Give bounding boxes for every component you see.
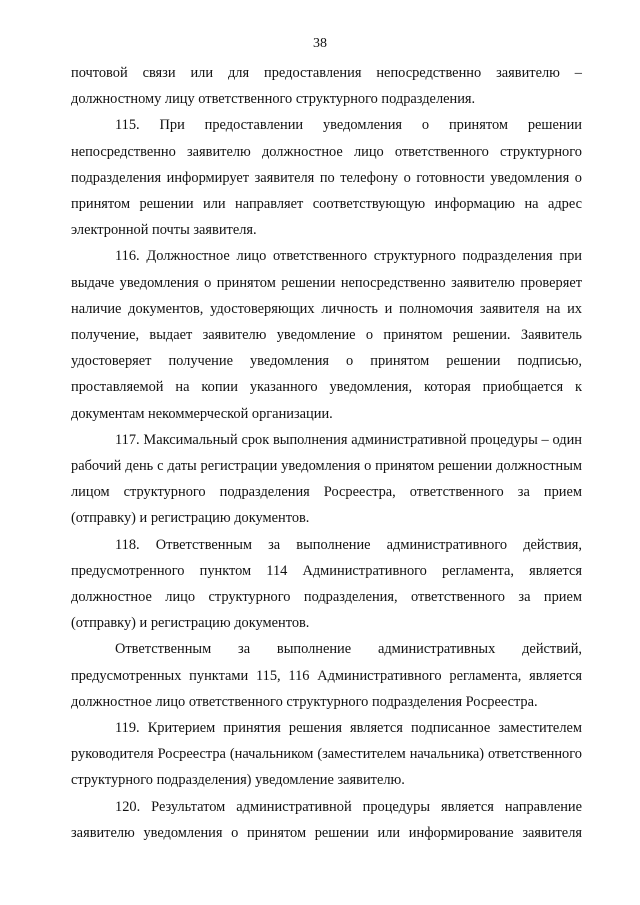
paragraph-115: 115. При предоставлении уведомления о принятом решении непосредственно заявителю должностное лицо ответственного структурного подразделения информирует заявителя по телефону о готовности уведомления о принятом решении или направляет соответствующую информацию на адрес электронной почты заявителя.	[71, 117, 582, 239]
page-number: 38	[313, 36, 327, 51]
paragraph-116: 116. Должностное лицо ответственного структурного подразделения при выдаче уведомления о принятом решении непосредственно заявителю проверяет наличие документов, удостоверяющих личность и полномочия заявителя на их получение, выдает заявителю уведомление о принятом решении. Заявитель удостоверяет получение уведомления о принятом решении подписью, проставляемой на копии указанного уведомления, которая приобщается к документам некоммерческой организации.	[71, 248, 582, 422]
paragraph-119: 119. Критерием принятия решения является подписанное заместителем руководителя Росреестра (начальником (заместителем начальника) ответственного структурного подразделения) уведомление заявителю.	[71, 720, 582, 789]
paragraph-118: 118. Ответственным за выполнение административного действия, предусмотренного пунктом 114 Административного регламента, является должностное лицо структурного подразделения, ответственного за прием (отправку) и регистрацию документов.	[71, 536, 582, 632]
paragraph-continuation: почтовой связи или для предоставления непосредственно заявителю – должностному лицу ответственного структурного подразделения.	[71, 65, 582, 108]
paragraph-118-responsible: Ответственным за выполнение административных действий, предусмотренных пунктами 115, 116 Административного регламента, является должностное лицо ответственного структурного подразделения Росреестра.	[71, 641, 582, 710]
document-body	[71, 60, 582, 846]
paragraph-120: 120. Результатом административной процедуры является направление заявителю уведомления о принятом решении или информирование заявителя	[71, 798, 582, 841]
paragraph-117: 117. Максимальный срок выполнения административной процедуры – один рабочий день с даты регистрации уведомления о принятом решении должностным лицом структурного подразделения Росреестра, ответственного за прием (отправку) и регистрацию документов.	[71, 431, 582, 527]
